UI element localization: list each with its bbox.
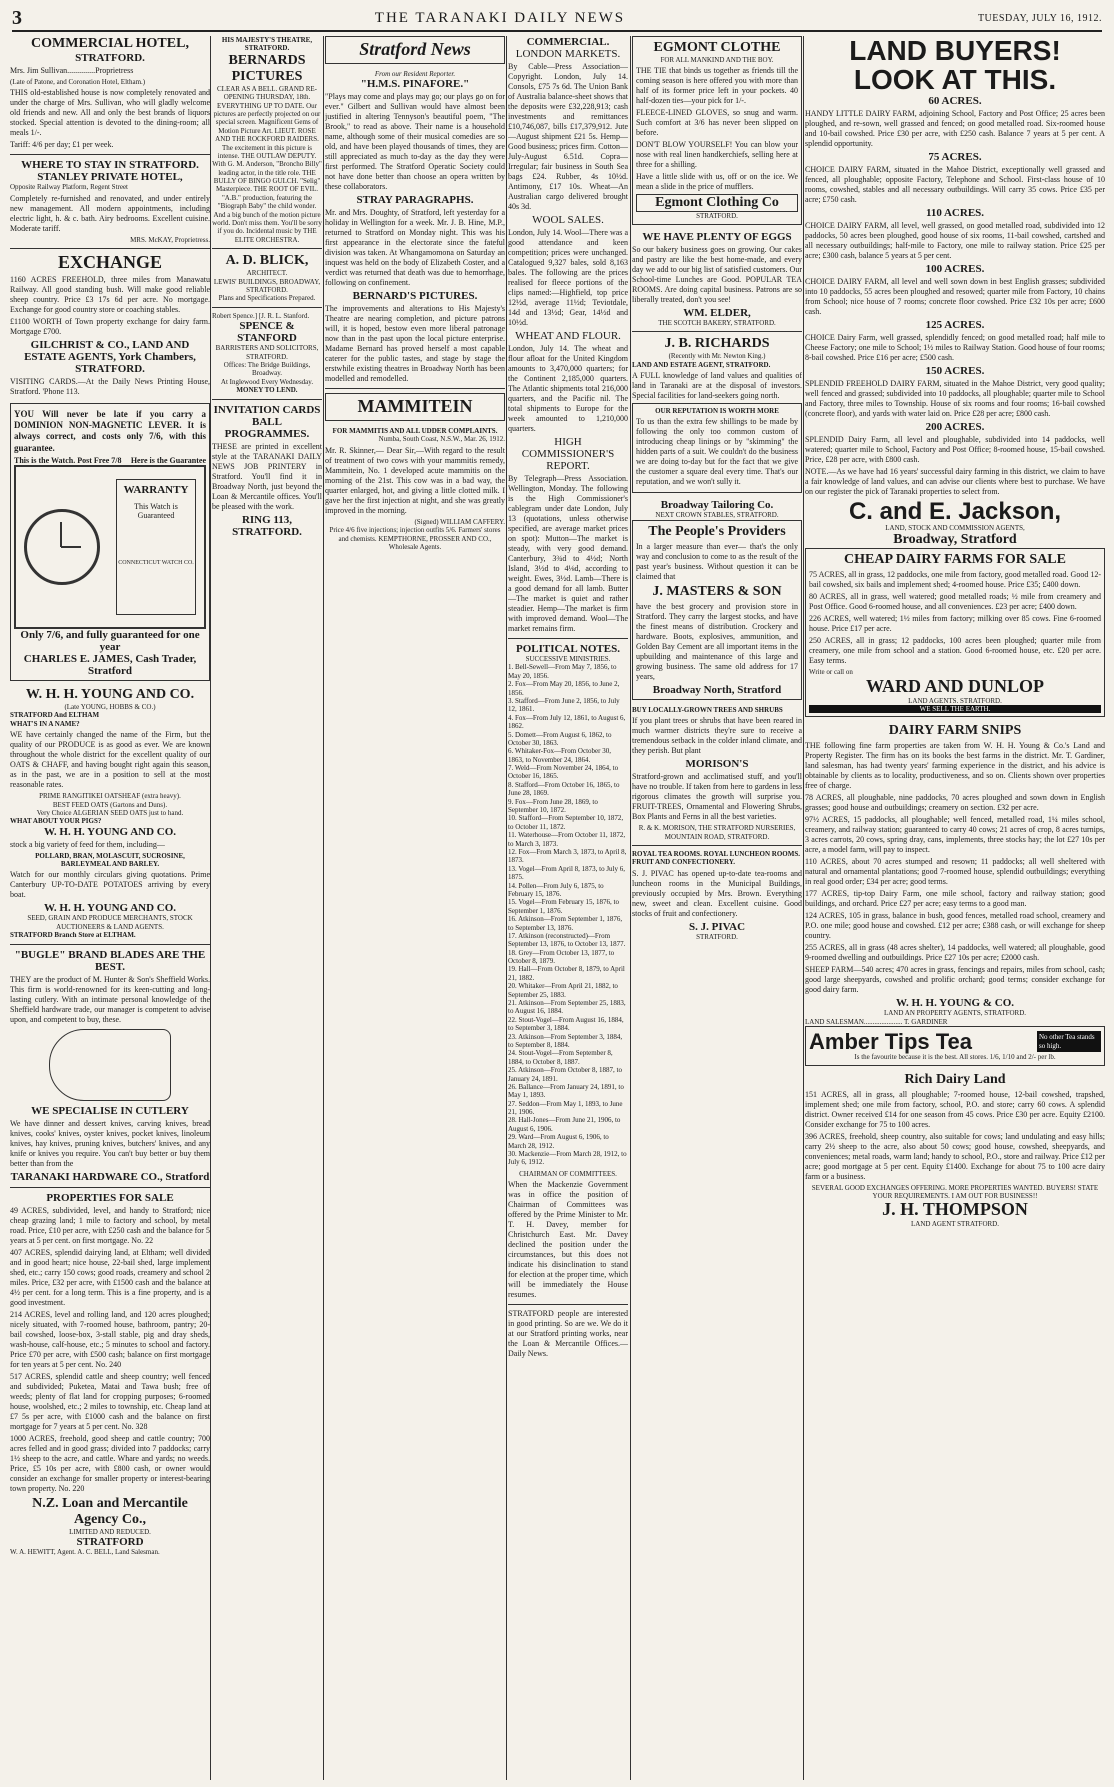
article-heading: STRAY PARAGRAPHS. [356,194,474,207]
spence-money: MONEY TO LEND. [236,386,298,395]
young-body: WE have certainly changed the name of the Firm, but the quality of our PRODUCE is as good as ever. We are known throughout the whole district for the excellent quality of our OATS & CHAFF, and having bought right again this season, as in the past, we are in a position to sell at the most reasonable rates. [10,730,210,790]
land-item-text: SPLENDID FREEHOLD DAIRY FARM, situated in the Mahoe District, very good quality; well fenced and grassed; subdivided into 10 paddocks, all ploughable; quarter mile to School and Factory, three miles to Township. House of six rooms and four rooms; 16-bail cowshed (concrete floor), and yards with water laid on. Price £28 per acre; £800 cash. [805,378,1105,418]
spence-offices: Offices: The Bridge Buildings, Broadway. [223,360,311,378]
young-feeds: POLLARD, BRAN, MOLASCUIT, SUCROSINE, BARLEYMEAL AND BARLEY. [35,851,185,869]
ministry-item: 5. Domett—From August 6, 1862, to October 30, 1863. [508,730,612,747]
where-sig: MRS. McKAY, Proprietress. [130,235,210,244]
cheap-item: 80 ACRES, all in grass, well watered; good metalled roads; ½ mile from creamery and Post Office. Good 6-roomed house, and all conveniences. £23 per acre; £400 down. [809,592,1101,612]
column-2 [212,36,322,1780]
amber-title: Amber Tips Tea [809,1029,973,1055]
visiting-cards-notice: VISITING CARDS.—At the Daily News Printing House, Stratford. 'Phone 113. [10,376,210,396]
bugle-shop: TARANAKI HARDWARE CO., Stratford [10,1170,210,1183]
article-body: London, July 14. Wool—There was a good attendance and keen competition; prices were unchanged. Catalogued 9,327 bales, sold 8,163 bales. The following are the prices realised for fleece portions of the clips named:—Highfield, top price 12½d, average 11½d; Teviotdale, 14d and 13½d; Gear, 14½d and 10½d. [508,228,628,327]
land-item-acres: 200 ACRES. [925,420,985,433]
hotel-note: (Late of Patone, and Coronation Hotel, Eltham.) [10,78,146,86]
pivac-name: S. J. PIVAC [688,920,746,933]
exchange-ad [10,253,210,397]
article-body: When the Mackenzie Government was in office the position of Chairman of Committees was offered by the Prime Minister to Mr. T. H. Davey, member for Christchurch East. Mr. Davey declined the position under the circumstances, but this does not indicate his disinclination to stand for election at the proper time, which will be immediately the House resumes. [508,1180,628,1300]
rich-item: 396 ACRES, freehold, sheep country, also suitable for cows; land undulating and easy hills; carry 2½ sheep to the acre, also about 50 cows; good house, cowshed, sheepyards, and conveniences; metal roads, warm land; handy to school, P.O., store and railway. Price £12 per acre; good mortgage at 5 per cent. Equity £1400. Exchange for about 75 to 100 acre dairy farm or a business. [805,1131,1105,1181]
warranty-card [116,479,196,615]
guarantee-label: Here is the Guarantee [130,455,206,465]
exchange-item: £1100 WORTH of Town property exchange for dairy farm. Mortgage £700. [10,316,210,336]
stratford-news-banner [325,36,505,64]
page-number: 3 [12,6,22,29]
article-heading: "H.M.S. PINAFORE." [360,78,470,91]
land-item-acres: 60 ACRES. [928,94,982,107]
cheap-firm-sub: LAND AGENTS. STRATFORD. [908,696,1002,705]
where-to-stay-ad [10,159,210,244]
bugle-list: We have dinner and dessert knives, carving knives, bread knives, cooks' knives, oyster knives, pocket knives, linoleum knives, hay knives, pruning knives, butchers' knives, and any knife or knives you require. You can't buy better or buy them better than from the [10,1118,210,1168]
hotel-name: COMMERCIAL HOTEL, [31,36,189,51]
snips-item: 78 ACRES, all ploughable, nine paddocks, 70 acres ploughed and sown down in English grasses; good house and outbuildings; creamery on section. £32 per acre. [805,793,1105,813]
warranty-text: This Watch is Guaranteed [134,501,178,520]
bugle-spec: WE SPECIALISE IN CUTLERY [31,1104,189,1117]
article-body: By Cable—Press Association—Copyright. London, July 14. Consols, £75 7s 6d. The Union Bank of Australia balance-sheet shows that the deposits were £32,228,913; cash investments and remittances £10,746,087, bills £17,379,912. Jute—August shipment £21 5s. Hemp—Good business; prices firm. Cotton—July-August 6.51d. Copra—Irregular; fair business in South Sea bags £24. Rubber, 4s 10½d. Antimony, £17 10s. Wheat—An Australian cargo delivered brought 40s 3d. [508,62,628,211]
cheap-item: 226 ACRES, well watered; 1½ miles from factory; milking over 85 cows. Fine 6-roomed house. Price £17 per acre. [809,614,1101,634]
column-rule [323,36,324,1780]
ministry-item: 25. Atkinson—From October 8, 1887, to January 24, 1891. [508,1066,622,1083]
mammitein-ad [325,393,505,551]
where-title: WHERE TO STAY IN STRATFORD. [21,159,199,172]
warranty-title: WARRANTY [123,483,189,496]
rich-role: LAND AGENT STRATFORD. [911,1220,999,1229]
snips-title: DAIRY FARM SNIPS [888,723,1022,739]
where-hotel: STANLEY PRIVATE HOTEL, [37,171,183,184]
nzloan-sub: LIMITED AND REDUCED. [69,1527,151,1536]
young-line: BEST FEED OATS (Gartons and Duns). [52,800,168,809]
land-title: LOOK AT THIS. [853,64,1057,96]
snips-intro: THE following fine farm properties are taken from W. H. H. Young & Co.'s Land and Property Register. The firm has on its books the best farms in the district. Mr. T. Gardiner, land salesman, has had twenty years' farming experience in the district, and his advice is obtainable by clients as to locality, productiveness, and so on. Clients shown over properties free of charge. [805,741,1105,791]
column-6 [805,36,1105,1780]
ministry-item: 15. Vogel—From February 15, 1876, to September 1, 1876. [508,898,619,915]
watch-icon [24,509,100,585]
ministry-item: 10. Stafford—From September 10, 1872, to October 11, 1872. [508,814,624,831]
ministry-item: 1. Bell-Sewell—From May 7, 1856, to May 20, 1856. [508,663,617,680]
issue-date: TUESDAY, JULY 16, 1912. [977,12,1102,24]
providers-body: have the best grocery and provision store in Stratford. They carry the largest stocks, and have the finest means of distribution. Crockery and hardware. Boots, explosives, ammunition, and Golden Bay Cement are all important items in the upbuilding and maintenance of this large and growing business. The same old address for 17 years, [636,601,798,681]
cheap-write: Write or call on [809,668,853,677]
mammitein-letter: Mr. R. Skinner,— Dear Sir,—With regard to the result of treatment of two cows with your mammitis remedy, Mammitein, No. 1 developed acute mammitis on the morning of the 21st. This cow was in a bad way, the quarter enlarged, hot, and giving a little clotted milk. I gave her the first injection at night, and she was greatly improved in the morning. [325,445,505,515]
trees-name: MORISON'S [685,758,749,771]
egmont-ad [632,36,802,225]
blick-note: Plans and Specifications Prepared. [218,294,316,303]
article-heading: BERNARD'S PICTURES. [352,290,478,303]
mammitein-title: MAMMITEIN [357,396,473,417]
young-ad [10,687,210,940]
ministry-item: 12. Fox—From March 3, 1873, to April 8, 1873. [508,847,627,865]
hand-icon [49,1029,171,1101]
ministry-item: 11. Waterhouse—From October 11, 1872, to March 3, 1873. [508,831,626,848]
theatre-ad [212,36,322,244]
snips-firm: W. H. H. YOUNG & CO. [895,997,1015,1010]
mammitein-place: Numba, South Coast, N.S.W., Mar. 26, 1912. [378,435,505,444]
egmont-place: STRATFORD. [696,212,738,221]
theatre-name: BERNARDS PICTURES [228,52,306,84]
providers-ad [632,520,802,700]
land-title: LAND BUYERS! [849,36,1061,66]
ministry-item: 17. Atkinson (reconstructed)—From September 13, 1876, to October 13, 1877. [508,931,626,949]
invitation-ring: RING 113, STRATFORD. [232,513,302,538]
blick-ad [212,253,322,303]
ministry-item: 26. Ballance—From January 24, 1891, to May 1, 1893. [508,1082,624,1100]
young-title: W. H. H. YOUNG AND CO. [25,686,195,702]
amber-tag: No other Tea stands so high. [1037,1031,1101,1052]
rich-item: 151 ACRES, all in grass, all ploughable; 7-roomed house, 12-bail cowshed, trapshed, implement shed; one mile from factory, school, P.O. and store; carry 60 cows. A splendid district. Owner received £14 for one season from 45 cows. Price £30 per acre. Equity £2100. Consider exchange for 75 to 100 acres. [805,1089,1105,1129]
jackson-name: C. and E. Jackson, [848,497,1062,525]
snips-item: 177 ACRES, tip-top Dairy Farm, one mile school, factory and railway station; good buildings, and orchard. Price £27 per acre; easy terms to a good man. [805,889,1105,909]
where-address: Opposite Railway Platform, Regent Street [10,183,129,192]
land-item-text: CHOICE DAIRY FARM, situated in the Mahoe District, exceptionally well grassed and fenced, all ploughable; opposite Factory, Telephone and School. First-class house of 10 rooms, cowshed, stables and all necessary outbuildings. Will carry 35 cows. Price £35 per acre; £750 cash. [805,164,1105,204]
theatre-title: HIS MAJESTY'S THEATRE, STRATFORD. [221,36,313,53]
watch-footer: Only 7/6, and fully guaranteed for one year [20,628,200,653]
article-heading: WOOL SALES. [532,214,604,226]
providers-body: In a larger measure than ever— that's the only way and conclusion to come to as the result of the past year's business. Without question it can be claimed that [636,541,798,581]
where-body: Completely re-furnished and renovated, and under entirely new management. All modern appointments, including electric light, h. & c. bath. Airy bedrooms. Excellent cuisine. Moderate tariff. [10,193,210,233]
snips-item: 255 ACRES, all in grass (48 acres shelter), 14 paddocks, well watered; all ploughable, good 9-roomed dwelling and outbuildings. Price £27 10s per acre; £2000 cash. [805,943,1105,963]
section-title: COMMERCIAL. [526,36,610,48]
richards-sub: (Recently with Mr. Newton King.) [668,352,766,361]
young-body: SEED, GRAIN AND PRODUCE MERCHANTS, STOCK AUCTIONEERS & LAND AGENTS. [27,914,193,931]
egmont-paragraph: FLEECE-LINED GLOVES, so snug and warm. Such comfort at 3/6 has never been slipped on before. [636,108,798,138]
column-rule [803,36,804,1780]
property-item: 49 ACRES, subdivided, level, and handy to Stratford; nice cheap grazing land; 1 mile to factory and school, by metal road. Price, £10 per acre, with £250 cash and the balance for 5 years at 5 per cent. on first mortgage. No. 22 [10,1205,210,1245]
richards-name: J. B. RICHARDS [664,336,770,352]
section-title: Stratford News [359,39,471,59]
ministry-item: 29. Ward—From August 6, 1906, to March 28, 1912. [508,1133,609,1150]
ministry-item: 20. Whitaker—From April 21, 1882, to September 25, 1883. [508,982,618,999]
trees-body: If you plant trees or shrubs that have been reared in much warmer districts they're sure to receive a tremendous setback in the colder inland climate, and they perish. But plant [632,716,802,756]
tailoring-sub: NEXT CROWN STABLES, STRATFORD. [655,511,779,520]
young-sub: (Late YOUNG, HOBBS & CO.) [64,702,156,711]
land-item-acres: 75 ACRES. [928,150,982,163]
eggs-name: WM. ELDER, [683,306,751,319]
ministry-item: 9. Fox—From June 28, 1869, to September 10, 1872. [508,797,598,815]
spence-ad [212,312,322,395]
eggs-body: So our bakery business goes on growing. Our cakes and pastry are like the best home-made, and every day we add to our big list of satisfied customers. Our School-time Lunches are Good. POPULAR TEA ROOMS. Are doing capital business. Patrons are so liberally treated, don't you see! [632,244,802,304]
jackson-address: Broadway, Stratford [893,532,1017,548]
young-name: W. H. H. YOUNG AND CO. [43,902,177,915]
newspaper-title: THE TARANAKI DAILY NEWS [374,9,626,26]
ministry-item: 6. Whitaker-Fox—From October 30, 1863, to November 24, 1864. [508,747,611,764]
cheap-item: 250 ACRES, all in grass; 12 paddocks, 100 acres been ploughed; quarter mile from creamery, one mile from school and a station. Good 6-roomed house, etc. £20 per acre. Easy terms. [809,636,1101,666]
mammitein-sig: (Signed) WILLIAM CAFFERY. [414,517,505,526]
egmont-paragraph: THE TIE that binds us together as friends till the coming season is here offered you with more than half of its former price left in your pockets. 40 half-dozen ties—your pick for 1/-. [636,66,798,106]
hotel-tariff: Tariff: 4/6 per day; £1 per week. [10,140,114,150]
providers-title: The People's Providers [648,523,786,539]
column-5 [632,36,802,1780]
egmont-sub: FOR ALL MANKIND AND THE BOY. [660,56,774,64]
cheap-farms-ad [805,548,1105,717]
cheap-motto: WE SELL THE EARTH. [809,705,1101,713]
ministry-item: 8. Stafford—From October 16, 1865, to June 28, 1869. [508,780,620,798]
hotel-proprietress: Mrs. Jim Sullivan..............Proprietress [10,66,134,75]
article-heading: HIGH COMMISSIONER'S REPORT. [521,436,615,472]
blick-address: LEWIS' BUILDINGS, BROADWAY, STRATFORD. [213,277,321,294]
eggs-ad [632,231,802,327]
richards-title: LAND AND ESTATE AGENT, STRATFORD. [632,360,771,369]
exchange-agents: GILCHRIST & CO., LAND AND ESTATE AGENTS, York Chambers, STRATFORD. [24,338,196,375]
land-item-text: HANDY LITTLE DAIRY FARM, adjoining School, Factory and Post Office; 25 acres been ploughed, and re-sown, well grassed and fenced; on good metalled road. Six-roomed house and 10-bail cowshed. Price £30 per acre, with £250 cash. Balance 7 years at 5 per cent. A splendid opportunity. [805,108,1105,148]
egmont-title: EGMONT CLOTHE [653,40,781,55]
young-location: STRATFORD And ELTHAM [10,711,100,720]
article-heading: LONDON MARKETS. [515,48,621,60]
trees-body: Stratford-grown and acclimatised stuff, and you'll have no trouble. If taken from here to gardens in less rigorous climates the growth will surprise you. FRUIT-TREES, Ornamental and Flowering Shrubs, Box Plants and Ferns in all the best varieties. [632,772,802,822]
land-buyers-ad [805,36,1105,497]
egmont-paragraph: DON'T BLOW YOURSELF! You can blow your nose with real linen handkerchiefs, selling here at three for a shilling. [636,140,798,170]
theatre-program: CLEAR AS A BELL. GRAND RE-OPENING THURSDAY, 18th. EVERYTHING UP TO DATE. Our pictures are perfectly projected on our special screen. Magnificent Gems of Motion Picture Art. LIEUT. ROSE AND THE ROCKFORD RAIDERS. The excitement in this picture is intense. THE OUTLAW DEPUTY. With G. M. Anderson, "Broncho Billy" leading actor, in the title role. THE BULLY OF BINGO GULCH. "Selig" Masterpiece. THE ROOT OF EVIL. "A.B." production, featuring the "Biograph Baby" the child wonder. And a big bunch of the motion picture world. Don't miss them. You'll be sorry if you do. Incidental music by THE ELITE ORCHESTRA. [212,84,322,244]
jackson-ad [805,499,1105,549]
ministry-item: 18. Grey—From October 13, 1877, to October 8, 1879. [508,948,615,966]
ministry-item: 4. Fox—From July 12, 1861, to August 6, 1862. [508,713,626,731]
watch-headline: YOU Will never be late if you carry a DOMINION NON-MAGNETIC LEVER. It is always correct, and costs only 7/6, with this guarantee. [14,408,206,453]
watch-trader: CHARLES E. JAMES, Cash Trader, Stratford [23,652,197,677]
property-item: 517 ACRES, splendid cattle and sheep country; well fenced and subdivided; Puketea, Matai and Tawa bush; free of weeds; plenty of flat land for cropping purposes; 6-roomed house, woolshed, etc.; 2 miles to township, etc. Cheap land at £7 5s per acre, with £1000 cash and the balance on first mortgage for 7 years at 5 per cent. No. 328 [10,1371,210,1431]
hotel-body: THIS old-established house is now completely renovated and under the charge of Mrs. Sullivan, who will gladly welcome old friends and new. All and only the best brands of liquors stocked. Special attention is devoted to the dining-room; all meals 1/-. [10,88,210,138]
richards-body: A FULL knowledge of land values and qualities of land in Taranaki are at the disposal of investors. Special facilities for land-seekers going north. [632,370,802,400]
snips-item: SHEEP FARM—540 acres; 470 acres in grass, fencings and repairs, miles from school, cash; good large sheepyards, cowshed and prolific orchard; good terms; consider exchange for good dairy farm. [805,965,1105,995]
reporter-line: From our Resident Reporter. [374,69,456,78]
exchange-item: 1160 ACRES FREEHOLD, three miles from Manawatu Railway. All good standing bush. Will make good reliable sheep country. Price £3 17s 6d per acre. No mortgage. Exchange for good country store or coaching stables. [10,274,210,314]
cheap-firm: WARD AND DUNLOP [865,675,1044,696]
ministry-item: 14. Pollen—From July 6, 1875, to February 15, 1876. [508,881,604,898]
ministry-item: 2. Fox—From May 20, 1856, to June 2, 1856. [508,680,620,697]
column-3 [325,36,505,1780]
snips-ad [805,723,1105,1026]
richards-ad [632,336,802,401]
snips-item: 110 ACRES, about 70 acres stumped and resown; 11 paddocks; all well sheltered with natural and ornamental plantations; good 7-roomed house, splendid outbuildings; everything in real good order; £34 per acre; good terms. [805,857,1105,887]
trees-title: BUY LOCALLY-GROWN TREES AND SHRUBS [632,705,783,714]
tailoring-ad [632,499,802,519]
blick-name: A. D. BLICK, [225,253,309,269]
young-question: WHAT ABOUT YOUR PIGS? [10,817,102,826]
ministries-list [508,663,628,1166]
young-body: stock a big variety of feed for them, including— [10,839,165,849]
blick-title: ARCHITECT. [246,269,288,278]
column-rule [210,36,211,1780]
reputation-ad [632,403,802,493]
egmont-paragraph: Have a little slide with us, off or on the ice. We mean a slide in the price of mufflers. [636,172,798,192]
hotel-place: STRATFORD. [75,52,145,64]
masthead [12,6,1102,32]
reputation-title: OUR REPUTATION IS WORTH MORE [655,406,779,415]
warranty-company: CONNECTICUT WATCH CO. [118,559,194,566]
column-1 [10,36,210,1780]
snips-sales: LAND SALESMAN...................... T. GARDINER [805,1017,948,1026]
land-item-acres: 150 ACRES. [925,364,985,377]
providers-address: Broadway North, Stratford [652,683,782,696]
spence-title: BARRISTERS AND SOLICITORS, STRATFORD. [215,344,319,361]
tailoring-title: Broadway Tailoring Co. [660,499,774,512]
invitation-ad [212,404,322,538]
article-body: By Telegraph—Press Association. Wellington, Monday. The following is the High Commissioner's cablegram under date London, July 13 (quotations, unless otherwise specified, are average market prices on spot): Mutton—The market is steady, with very good demand. Canterbury, 3¾d to 4½d; North Island, 3½d to 4⅛d, according to weight. Ewes, 3½d. Lamb—There is a good demand for all lamb. Butter—The market is quiet and rather steadier. Hemp—The market is firm with improved demand. Wool—The market remains firm. [508,474,628,633]
young-question: WHAT'S IN A NAME? [10,719,80,728]
commercial-hotel-ad [10,36,210,150]
rich-name: J. H. THOMPSON [882,1199,1028,1220]
snips-firm-sub: LAND AN PROPERTY AGENTS, STRATFORD. [883,1009,1027,1018]
land-item-acres: 125 ACRES. [925,318,985,331]
spence-firm: SPENCE & STANFORD [237,320,297,345]
spence-names: Robert Spence.] [J. R. L. Stanford. [212,311,310,320]
ministry-item: 19. Hall—From October 8, 1879, to April 21, 1882. [508,965,625,982]
snips-item: 124 ACRES, 105 in grass, balance in bush, good fences, metalled road school, creamery and P.O. one mile; good house and cowshed. £12 per acre; £388 cash, or will exchange for sheep country. [805,911,1105,941]
invitation-title: INVITATION CARDS BALL PROGRAMMES. [213,403,321,440]
ministry-item: 21. Atkinson—From September 25, 1883, to August 16, 1884. [508,999,626,1016]
trees-ad [632,706,802,841]
column-rule [506,36,507,1780]
ministry-item: 28. Hall-Jones—From June 21, 1906, to August 6, 1906. [508,1116,621,1133]
pivac-place: STRATFORD. [696,932,738,941]
ministry-item: 22. Stout-Vogel—From August 16, 1884, to September 3, 1884. [508,1015,624,1033]
nzloan-place: STRATFORD [76,1536,144,1549]
land-item-acres: 100 ACRES. [925,262,985,275]
article-body: "Plays may come and plays may go; our plays go on for ever." Gilbert and Sullivan would have almost been justified in altering Tennyson's beautiful poem, "The Brook," to read as above. Their name is a household name, although some of their musical comedies are so old, and have been played thousands of times, they are still appreciated as much to-day as the day they were first performed. The Stratford Operatic Society could not have done better than choose an opera written by these collaborators. [325,92,505,192]
trees-sig: R. & K. MORISON, THE STRATFORD NURSERIES, MOUNTAIN ROAD, STRATFORD. [638,824,796,841]
bugle-body: THEY are the product of M. Hunter & Son's Sheffield Works. This firm is world-renowned for its keen-cutting and long-lasting cutlery. With an intimate personal knowledge of the Sheffield hardware trade, our manager is competent to advise upon, and competent to buy, these. [10,974,210,1024]
land-item-text: CHOICE DAIRY FARM, all level, well grassed, on good metalled road, subdivided into 12 paddocks, 50 acres been ploughed, good house of six rooms, 11-bail cowshed, cartshed and all necessary outbuildings; half-mile to Factory, one mile to railway station. Price £25 per acre; £300 cash, balance 5 years at 5 per cent. [805,220,1105,260]
rich-dairy-ad [805,1072,1105,1229]
spence-inglewood: At Inglewood Every Wednesday. [220,377,314,386]
article-heading: SUCCESSIVE MINISTRIES. [525,655,611,663]
nzloan-title: N.Z. Loan and Mercantile Agency Co., [32,1495,188,1527]
rich-title: Rich Dairy Land [904,1071,1006,1087]
watch-label: This is the Watch. Post Free 7/8 [14,455,122,465]
section-title: POLITICAL NOTES. [516,643,620,655]
providers-name: J. MASTERS & SON [652,583,782,599]
ministry-item: 13. Vogel—From April 8, 1873, to July 6, 1875. [508,864,626,882]
pivac-body: S. J. PIVAC has opened up-to-date tea-rooms and luncheon rooms in the Municipal Buildings, previously occupied by Mrs. Brown. Everything new, sweet and clean. Excellent cuisine. Good stocks of fruit and confectionery. [632,868,802,918]
ministry-item: 3. Stafford—From June 2, 1856, to July 12, 1861. [508,696,620,714]
young-line: Very Choice ALGERIAN SEED OATS just to hand. [36,808,184,817]
column-rule [630,36,631,1780]
mammitein-price: Price 4/6 five injections; injection outfits 5/6. Farmers' stores and chemists. KEMPTHORNE, PROSSER AND CO., Wholesale Agents. [329,526,501,551]
ministry-item: 30. Mackenzie—From March 28, 1912, to July 6, 1912. [508,1150,627,1167]
ministry-item: 23. Atkinson—From September 3, 1884, to September 8, 1884. [508,1032,623,1049]
ministry-item: 16. Atkinson—From September 1, 1876, to September 13, 1876. [508,915,623,932]
cheap-item: 75 ACRES, all in grass, 12 paddocks, one mile from factory, good metalled road. Good 12-bail cowshed, six bails and implement shed; 4-roomed house. Price £35; £400 down. [809,570,1101,590]
land-note: NOTE.—As we have had 16 years' successful dairy farming in this district, we claim to have a fair knowledge of land values, and can advise our clients where best to purchase. We have on our register the pick of Taranaki properties to select from. [805,466,1105,496]
reputation-body: To us than the extra few shillings to be made by following the only too common custom of introducing cheap linings or by "skimming" the hidden parts of a suit. We couldn't do the business we are doing to-day but for the fact that we give the customer a square deal every time. That's our reputation, and we won't sully it. [636,417,798,487]
property-item: 214 ACRES, level and rolling land, and 120 acres ploughed; nicely situated, with 7-roomed house, bathroom, pantry; 20-bail cowshed, loose-box, 3-stall stable, pig and dray sheds, wash-house, calf-house, etc.; 5 minutes to school and factory. Price £70 per acre, with £500 cash; balance on first mortgage for ten years at 5 per cent. No. 240 [10,1309,210,1369]
land-item-text: CHOICE Dairy Farm, well grassed, splendidly fenced; on good metalled road; half mile to Cheese Factory; one mile to School; 1½ miles to Railway Station. Good house of four rooms; 8-bail cowshed. Price £16 per acre; £500 cash. [805,332,1105,362]
young-body: Watch for our monthly circulars giving quotations. Prime Canterbury UP-TO-DATE POTATOES arriving by every boat. [10,870,210,900]
land-item-text: SPLENDID Dairy Farm, all level and ploughable, subdivided into 14 paddocks, well watered; quarter mile to School, Factory and Post Office; 8-roomed house, 15-bail cowshed. Price, £28 per acre, with £800 cash. [805,434,1105,464]
article-heading: CHAIRMAN OF COMMITTEES. [519,1169,617,1178]
watch-ad [10,403,210,681]
column-4 [508,36,628,1780]
property-item: 1000 ACRES, freehold, good sheep and cattle country; 700 acres felled and in good grass; divided into 7 paddocks; carry 1½ sheep to the acre, and cattle. Whare and yards; no weeds. Price, £5 10s per acre, with £800 cash, or owner would consider an exchange for smaller property or interest-bearing town property. No. 220 [10,1433,210,1493]
land-item-text: CHOICE DAIRY FARM, all level and well sown down in best English grasses; subdivided into 10 paddocks, 55 acres been ploughed and resowed; quarter mile from Factory, 10 chains from School; nice house of 7 rooms; concrete floor cowshed. Price £32 10s per acre; £600 cash. [805,276,1105,316]
pivac-ad [632,850,802,941]
property-item: 407 ACRES, splendid dairying land, at Eltham; well divided and in good heart; nice house, 22-bail shed, large implement shed, etc.; carry 150 cows; good roads, creamery and school 2 miles. Price, £32 per acre, with £1500 cash and the balance at 4½ per cent. for a long term. This is a fine property, and is a good investment. [10,1247,210,1307]
invitation-body: THESE are printed in excellent style at the TARANAKI DAILY NEWS JOB PRINTERY in Stratford. You'll find it in Broadway North, just beyond the Loan & Mercantile offices. You'll be pleased with the work. [212,441,322,511]
mammitein-sub: FOR MAMMITIS AND ALL UDDER COMPLAINTS. [332,426,498,435]
amber-sub: Is the favourite because it is the best. All stores. 1/6, 1/10 and 2/- per lb. [854,1053,1056,1062]
cheap-title: CHEAP DAIRY FARMS FOR SALE [844,552,1066,568]
young-line: PRIME RANGITIKEI OATSHEAF (extra heavy). [39,792,181,801]
eggs-title: WE HAVE PLENTY OF EGGS [642,230,792,243]
young-footer: STRATFORD Branch Store at ELTHAM. [10,931,136,940]
bugle-ad [10,949,210,1183]
watch-illustration [14,465,206,629]
land-items [805,95,1105,465]
properties-title: PROPERTIES FOR SALE [46,1191,174,1204]
egmont-company: Egmont Clothing Co [636,194,798,212]
eggs-shop: THE SCOTCH BAKERY, STRATFORD. [658,318,776,327]
ministry-item: 27. Seddon—From May 1, 1893, to June 21, 1906. [508,1099,623,1117]
young-name: W. H. H. YOUNG AND CO. [43,825,177,838]
ministry-item: 7. Weld—From November 24, 1864, to October 16, 1865. [508,764,619,781]
article-heading: WHEAT AND FLOUR. [515,330,621,342]
exchange-title: EXCHANGE [57,252,162,273]
ministry-item: 24. Stout-Vogel—From September 8, 1884, to October 8, 1887. [508,1049,613,1066]
land-item-acres: 110 ACRES. [925,206,985,219]
pivac-rooms: ROYAL TEA ROOMS. ROYAL LUNCHEON ROOMS. FRUIT AND CONFECTIONERY. [632,849,800,867]
properties-ad [10,1192,210,1557]
rich-note: SEVERAL GOOD EXCHANGES OFFERING. MORE PROPERTIES WANTED. BUYERS! STATE YOUR REQUIREMENTS. I AM OUT FOR BUSINESS!! [811,1183,1099,1200]
nzloan-agents: W. A. HEWITT, Agent. A. C. BELL, Land Salesman. [10,1548,160,1557]
jackson-sub: LAND, STOCK AND COMMISSION AGENTS, [885,523,1025,532]
article-body: London, July 14. The wheat and flour afloat for the United Kingdom amounts to 3,470,000 quarters; for the Continent 2,185,000 quarters. The Atlantic shipments total 216,000 quarters, and the Pacific nil. The total shipments to Europe for the week amounted to 1,210,000 quarters. [508,344,628,433]
snips-item: 97½ ACRES, 15 paddocks, all ploughable; well fenced, metalled road, 1¼ miles school, creamery, and railway station; guaranteed to carry 40 cows; 21 acres of crop, 8 acres turnips, 3 acres carrots, 20 cows, spring dray, cans, implements, three stocks hay; the lot £27 10s per acre, a model farm, will pay to inspect. [805,815,1105,855]
bugle-title: "BUGLE" BRAND BLADES ARE THE BEST. [14,948,206,973]
amber-tips-ad [805,1026,1105,1065]
printing-notice: STRATFORD people are interested in good printing. So are we. We do it at our Stratford printing works, near the Loan & Mercantile Offices.—Daily News. [508,1309,628,1359]
article-body: Mr. and Mrs. Doughty, of Stratford, left yesterday for a holiday in Wellington for a week. Mr. J. B. Hine, M.P., returned to Stratford on Monday night. This was his first appearance in the electorate since the fateful division was taken. At Whangamomona on Saturday an inquest was held on the body of Elizabeth Coster, and a verdict was returned that death was due to hemorrhage, following on confinement. [325,208,505,288]
article-body: The improvements and alterations to His Majesty's Theatre are nearing completion, and picture patrons will, it is hoped, bestow even more liberal patronage now than in the past upon the local picture enterprise. Madame Bernard has proved herself a most capable caterer for the public tastes, and stage by stage the erstwhile existing theatres in Broadway North has been modelled and remodelled. [325,304,505,384]
